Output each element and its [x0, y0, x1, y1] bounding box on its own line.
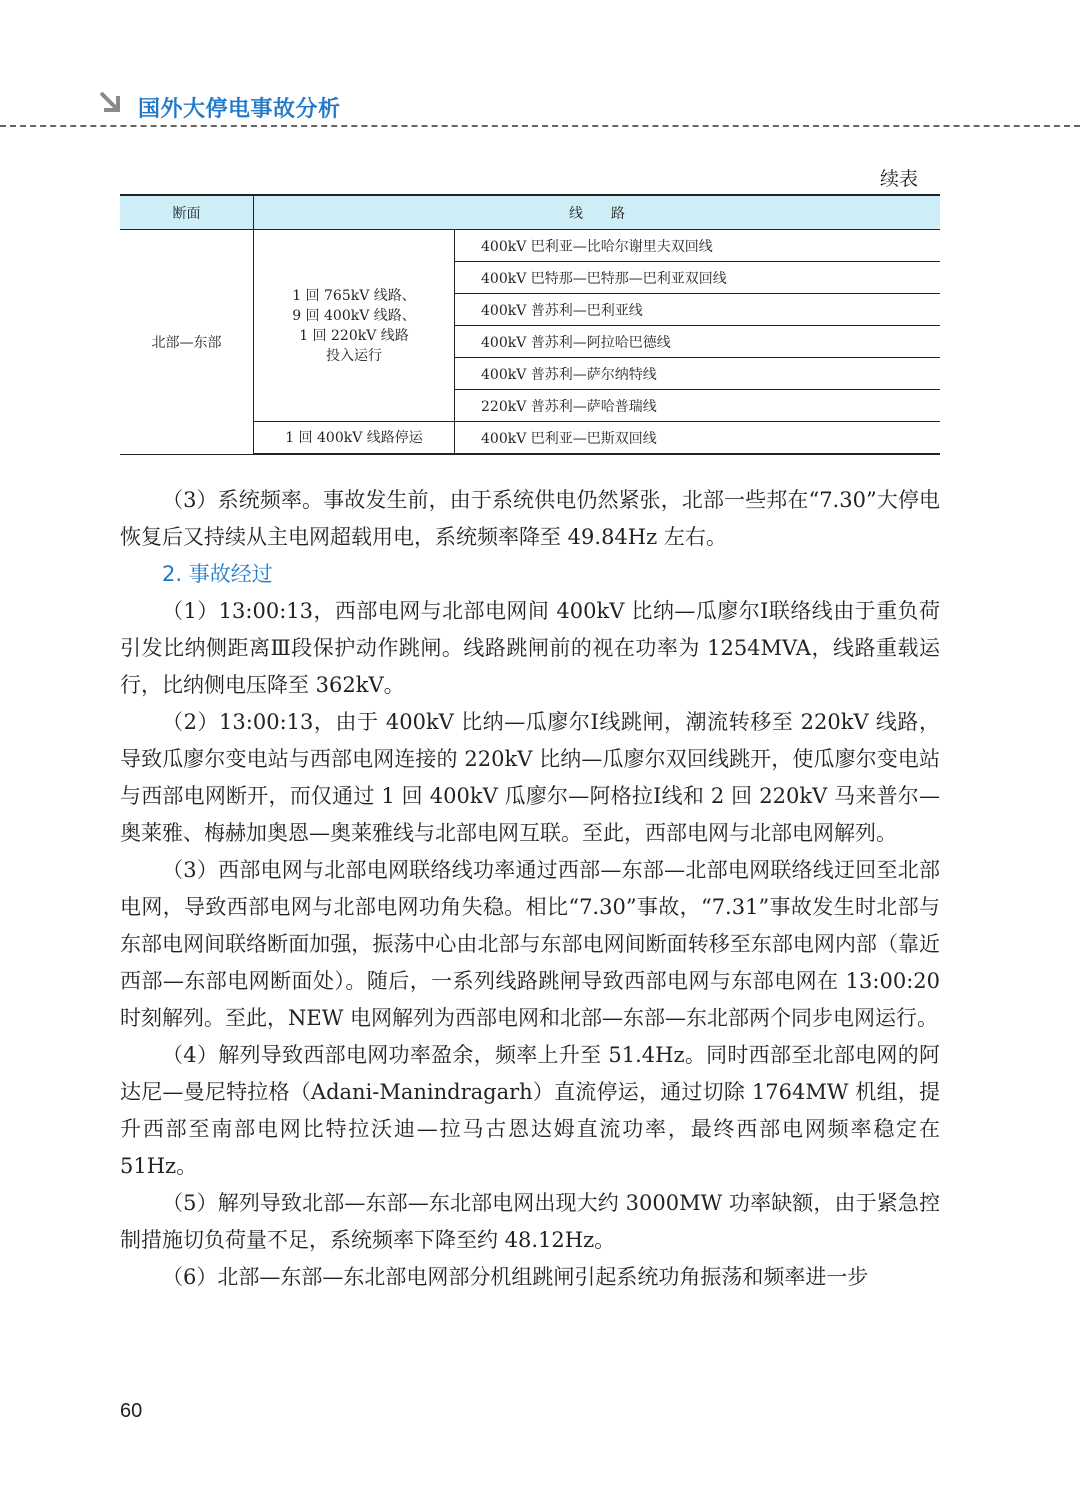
paragraph-frequency: （3）系统频率。事故发生前，由于系统供电仍然紧张，北部一些邦在“7.30”大停电恢复后又持续从主电网超载用电，系统频率降至 49.84Hz 左右。: [120, 488, 940, 549]
table-cell-line: 400kV 普苏利—巴利亚线: [455, 294, 941, 326]
table-cell-section: 北部—东部: [120, 230, 254, 455]
table-cell-operation: [254, 230, 455, 422]
table-row: [120, 230, 940, 262]
section-heading: 2. 事故经过: [162, 562, 273, 586]
table-cell-line: 220kV 普苏利—萨哈普瑞线: [455, 390, 941, 422]
table-cell-operation: 1 回 400kV 线路停运: [254, 422, 455, 455]
table-cell-line: 400kV 巴特那—巴特那—巴利亚双回线: [455, 262, 941, 294]
paragraph: （3）西部电网与北部电网联络线功率通过西部—东部—北部电网联络线迂回至北部电网，导致西部电网与北部电网功角失稳。相比“7.30”事故，“7.31”事故发生时北部与东部电网间联络断面加强，振荡中心由北部与东部电网间断面转移至东部电网内部（靠近西部—东部电网断面处）。随后，一系列线路跳闸导致西部电网与东部电网在 13:00:20 时刻解列。至此，NEW 电网解列为西部电网和北部—东部—东北部两个同步电网运行。: [120, 858, 940, 1030]
header-title: 国外大停电事故分析: [138, 97, 341, 122]
running-header: [0, 82, 1080, 134]
table-cell-line: 400kV 巴利亚—比哈尔谢里夫双回线: [455, 230, 941, 262]
operation-line: 1 回 220kV 线路: [299, 327, 409, 344]
paragraph: （1）13:00:13，西部电网与北部电网间 400kV 比纳—瓜廖尔Ⅰ联络线由于重负荷引发比纳侧距离Ⅲ段保护动作跳闸。线路跳闸前的视在功率为 1254MVA，线路重载运行，比纳侧电压降至 362kV。: [120, 599, 940, 697]
page-number: 60: [120, 1400, 143, 1422]
paragraph: （4）解列导致西部电网功率盈余，频率上升至 51.4Hz。同时西部至北部电网的阿达尼—曼尼特拉格（Adani-Manindragarh）直流停运，通过切除 1764MW 机组，提升西部至南部电网比特拉沃迪—拉马古恩达姆直流功率，最终西部电网频率稳定在 51Hz。: [120, 1043, 940, 1178]
arrow-down-right-icon: [98, 90, 126, 118]
operation-line: 投入运行: [326, 347, 382, 364]
operation-line: 1 回 765kV 线路、: [292, 287, 416, 304]
table-cell-line: 400kV 巴利亚—巴斯双回线: [455, 422, 941, 455]
table-header-section: 断面: [120, 195, 254, 230]
body-text: [120, 482, 940, 1296]
table-cell-line: 400kV 普苏利—阿拉哈巴德线: [455, 326, 941, 358]
table-continued-label: 续表: [879, 168, 918, 190]
table-header-lines: 线 路: [254, 195, 941, 230]
paragraph: （2）13:00:13，由于 400kV 比纳—瓜廖尔Ⅰ线跳闸，潮流转移至 220kV 线路，导致瓜廖尔变电站与西部电网连接的 220kV 比纳—瓜廖尔双回线跳开，使瓜廖尔变电站与西部电网断开，而仅通过 1 回 400kV 瓜廖尔—阿格拉Ⅰ线和 2 回 220kV 马来普尔—奥莱雅、梅赫加奥恩—奥莱雅线与北部电网互联。至此，西部电网与北部电网解列。: [120, 710, 940, 845]
table-cell-line: 400kV 普苏利—萨尔纳特线: [455, 358, 941, 390]
paragraph: （5）解列导致北部—东部—东北部电网出现大约 3000MW 功率缺额，由于紧急控制措施切负荷量不足，系统频率下降至约 48.12Hz。: [120, 1191, 940, 1252]
header-divider: [0, 125, 1080, 127]
paragraph: （6）北部—东部—东北部电网部分机组跳闸引起系统功角振荡和频率进一步: [162, 1265, 869, 1289]
operation-line: 9 回 400kV 线路、: [292, 307, 416, 324]
transmission-table: [120, 194, 940, 455]
table-header-row: [120, 195, 940, 230]
